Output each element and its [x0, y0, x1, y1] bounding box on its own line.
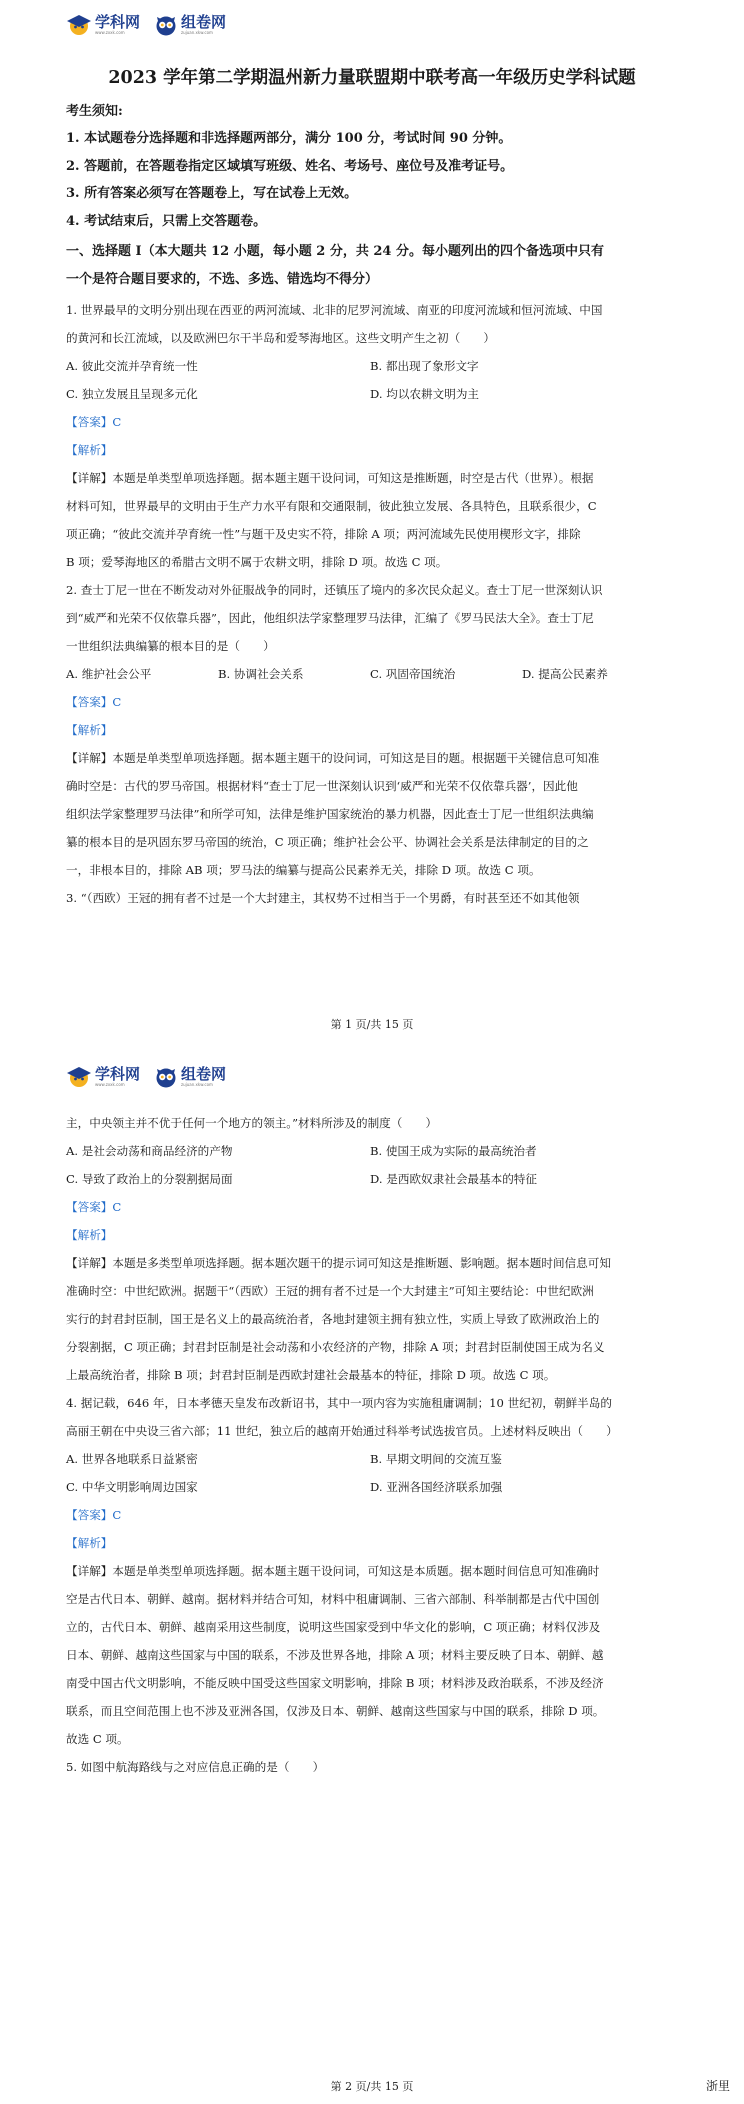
q2-option-b: B. 协调社会关系	[218, 667, 304, 681]
notice-heading: 考生须知:	[66, 104, 123, 119]
graduation-cap-icon	[66, 1066, 92, 1088]
corner-text: 浙里	[705, 2079, 730, 2093]
notice-item: 2. 答题前，在答题卷指定区域填写班级、姓名、考场号、座位号及准考证号。	[66, 159, 514, 174]
q4-stem: 4. 据记载，646 年，日本孝德天皇发布改新诏书，其中一项内容为实施租庸调制；10 世纪初，朝鲜半岛的	[66, 1396, 612, 1410]
q3-detail: 准确时空：中世纪欧洲。据题干“（西欧）王冠的拥有者不过是一个大封建主”可知主要结论：中世纪欧洲	[66, 1284, 594, 1298]
header-logos	[66, 12, 226, 38]
q4-answer: 【答案】C	[66, 1508, 122, 1522]
q2-analysis: 【解析】	[66, 723, 113, 737]
notice-item: 4. 考试结束后，只需上交答题卷。	[66, 214, 267, 229]
q3-detail: 分裂割据，C 项正确；封君封臣制是社会动荡和小农经济的产物，排除 A 项；封君封臣制使国王成为名义	[66, 1340, 605, 1354]
page-2	[0, 1052, 744, 2104]
q2-option-d: D. 提高公民素养	[522, 667, 608, 681]
q1-answer: 【答案】C	[66, 415, 122, 429]
q4-detail: 立的，古代日本、朝鲜、越南采用这些制度，说明这些国家受到中华文化的影响，C 项正确；材料仅涉及	[66, 1620, 601, 1634]
page-footer: 第 1 页/共 15 页	[330, 1018, 414, 1031]
q1-detail: 【详解】本题是单类型单项选择题。据本题主题干设问词，可知这是推断题，时空是古代（世界）。根据	[66, 471, 594, 485]
q4-analysis: 【解析】	[66, 1536, 113, 1550]
q2-detail: 纂的根本目的是巩固东罗马帝国的统治，C 项正确；维护社会公平、协调社会关系是法律制定的目的之	[66, 835, 589, 849]
q3-detail: 【详解】本题是多类型单项选择题。据本题次题干的提示词可知这是推断题、影响题。据本题时间信息可知	[66, 1256, 611, 1270]
q3-option-c: C. 导致了政治上的分裂割据局面	[66, 1172, 233, 1186]
q4-detail: 日本、朝鲜、越南这些国家与中国的联系，不涉及世界各地，排除 A 项；材料主要反映了日本、朝鲜、越	[66, 1648, 604, 1662]
section-heading: 一、选择题 I（本大题共 12 小题，每小题 2 分，共 24 分。每小题列出的四个备选项中只有	[66, 244, 604, 259]
q2-stem: 到“威严和光荣不仅依靠兵器”，因此，他组织法学家整理罗马法律，汇编了《罗马民法大全》。查士丁尼	[66, 611, 594, 625]
page-footer: 第 2 页/共 15 页	[330, 2080, 414, 2093]
q2-stem: 一世组织法典编纂的根本目的是（ ）	[66, 639, 275, 653]
q3-option-d: D. 是西欧奴隶社会最基本的特征	[370, 1172, 537, 1186]
q1-option-b: B. 都出现了象形文字	[370, 359, 479, 373]
notice-item: 1. 本试题卷分选择题和非选择题两部分，满分 100 分，考试时间 90 分钟。	[66, 131, 512, 146]
owl-icon	[154, 14, 178, 36]
q1-option-a: A. 彼此交流并孕育统一性	[66, 359, 198, 373]
q1-option-c: C. 独立发展且呈现多元化	[66, 387, 198, 401]
q4-stem: 高丽王朝在中央设三省六部；11 世纪，独立后的越南开始通过科举考试选拔官员。上述材料反映出（ ）	[66, 1424, 618, 1438]
q4-detail: 南受中国古代文明影响，不能反映中国受这些国家文明影响，排除 B 项；材料涉及政治联系，不涉及经济	[66, 1676, 604, 1690]
q3-answer: 【答案】C	[66, 1200, 122, 1214]
q3-option-a: A. 是社会动荡和商品经济的产物	[66, 1144, 233, 1158]
q4-option-b: B. 早期文明间的交流互鉴	[370, 1452, 502, 1466]
brand-xuekewang: 学科网 www.zxxk.com	[66, 14, 140, 36]
q4-detail: 空是古代日本、朝鲜、越南。据材料并结合可知，材料中租庸调制、三省六部制、科举制都是古代中国创	[66, 1592, 600, 1606]
q4-option-c: C. 中华文明影响周边国家	[66, 1480, 198, 1494]
q1-detail: 材料可知，世界最早的文明由于生产力水平有限和交通限制，彼此独立发展、各具特色，且联系很少，C	[66, 499, 597, 513]
q1-stem: 1. 世界最早的文明分别出现在西亚的两河流域、北非的尼罗河流域、南亚的印度河流域和恒河流域、中国	[66, 303, 603, 317]
brand-zujuanwang: 组卷网 zujuan.xkw.com	[154, 14, 226, 36]
q3-option-b: B. 使国王成为实际的最高统治者	[370, 1144, 537, 1158]
q2-detail: 组织法学家整理罗马法律”和所学可知，法律是维护国家统治的暴力机器，因此查士丁尼一世组织法典编	[66, 807, 594, 821]
brand-zujuanwang: 组卷网 zujuan.xkw.com	[154, 1066, 226, 1088]
brand-xuekewang: 学科网 www.zxxk.com	[66, 1066, 140, 1088]
q4-option-a: A. 世界各地联系日益紧密	[66, 1452, 198, 1466]
q2-detail: 确时空是：古代的罗马帝国。根据材料“查士丁尼一世深刻认识到‘威严和光荣不仅依靠兵器’，因此他	[66, 779, 578, 793]
q5-stem: 5. 如图中航海路线与之对应信息正确的是（ ）	[66, 1760, 325, 1774]
q2-stem: 2. 查士丁尼一世在不断发动对外征服战争的同时，还镇压了境内的多次民众起义。查士丁尼一世深刻认识	[66, 583, 603, 597]
q3-detail: 上最高统治者，排除 B 项；封君封臣制是西欧封建社会最基本的特征，排除 D 项。故选 C 项。	[66, 1368, 556, 1382]
q1-analysis: 【解析】	[66, 443, 113, 457]
q2-option-a: A. 维护社会公平	[66, 667, 152, 681]
q2-detail: 【详解】本题是单类型单项选择题。据本题主题干的设问词，可知这是目的题。根据题干关键信息可知准	[66, 751, 600, 765]
q1-detail: B 项；爱琴海地区的希腊古文明不属于农耕文明，排除 D 项。故选 C 项。	[66, 555, 448, 569]
q2-answer: 【答案】C	[66, 695, 122, 709]
q4-detail: 【详解】本题是单类型单项选择题。据本题主题干设问词，可知这是本质题。据本题时间信息可知准确时	[66, 1564, 600, 1578]
q2-option-c: C. 巩固帝国统治	[370, 667, 456, 681]
q3-stem: 主，中央领主并不优于任何一个地方的领主。”材料所涉及的制度（ ）	[66, 1116, 438, 1130]
q1-option-d: D. 均以农耕文明为主	[370, 387, 480, 401]
q4-detail: 故选 C 项。	[66, 1732, 129, 1746]
exam-title: 2023 学年第二学期温州新力量联盟期中联考高一年级历史学科试题	[108, 68, 636, 88]
q1-detail: 项正确；“彼此交流并孕育统一性”与题干及史实不符，排除 A 项；两河流域先民使用楔形文字，排除	[66, 527, 581, 541]
section-heading-cont: 一个是符合题目要求的，不选、多选、错选均不得分）	[66, 272, 379, 287]
q3-analysis: 【解析】	[66, 1228, 113, 1242]
graduation-cap-icon	[66, 14, 92, 36]
q1-stem: 的黄河和长江流域，以及欧洲巴尔干半岛和爱琴海地区。这些文明产生之初（ ）	[66, 331, 495, 345]
q4-option-d: D. 亚洲各国经济联系加强	[370, 1480, 503, 1494]
q4-detail: 联系，而且空间范围上也不涉及亚洲各国，仅涉及日本、朝鲜、越南这些国家与中国的联系，排除 D 项。	[66, 1704, 605, 1718]
header-logos	[66, 1064, 226, 1090]
q2-detail: 一，非根本目的，排除 AB 项；罗马法的编纂与提高公民素养无关，排除 D 项。故选 C 项。	[66, 863, 541, 877]
q3-detail: 实行的封君封臣制，国王是名义上的最高统治者，各地封建领主拥有独立性，实质上导致了欧洲政治上的	[66, 1312, 600, 1326]
notice-item: 3. 所有答案必须写在答题卷上，写在试卷上无效。	[66, 186, 358, 201]
owl-icon	[154, 1066, 178, 1088]
q3-stem: 3. “（西欧）王冠的拥有者不过是一个大封建主，其权势不过相当于一个男爵，有时甚至还不如其他领	[66, 891, 580, 905]
